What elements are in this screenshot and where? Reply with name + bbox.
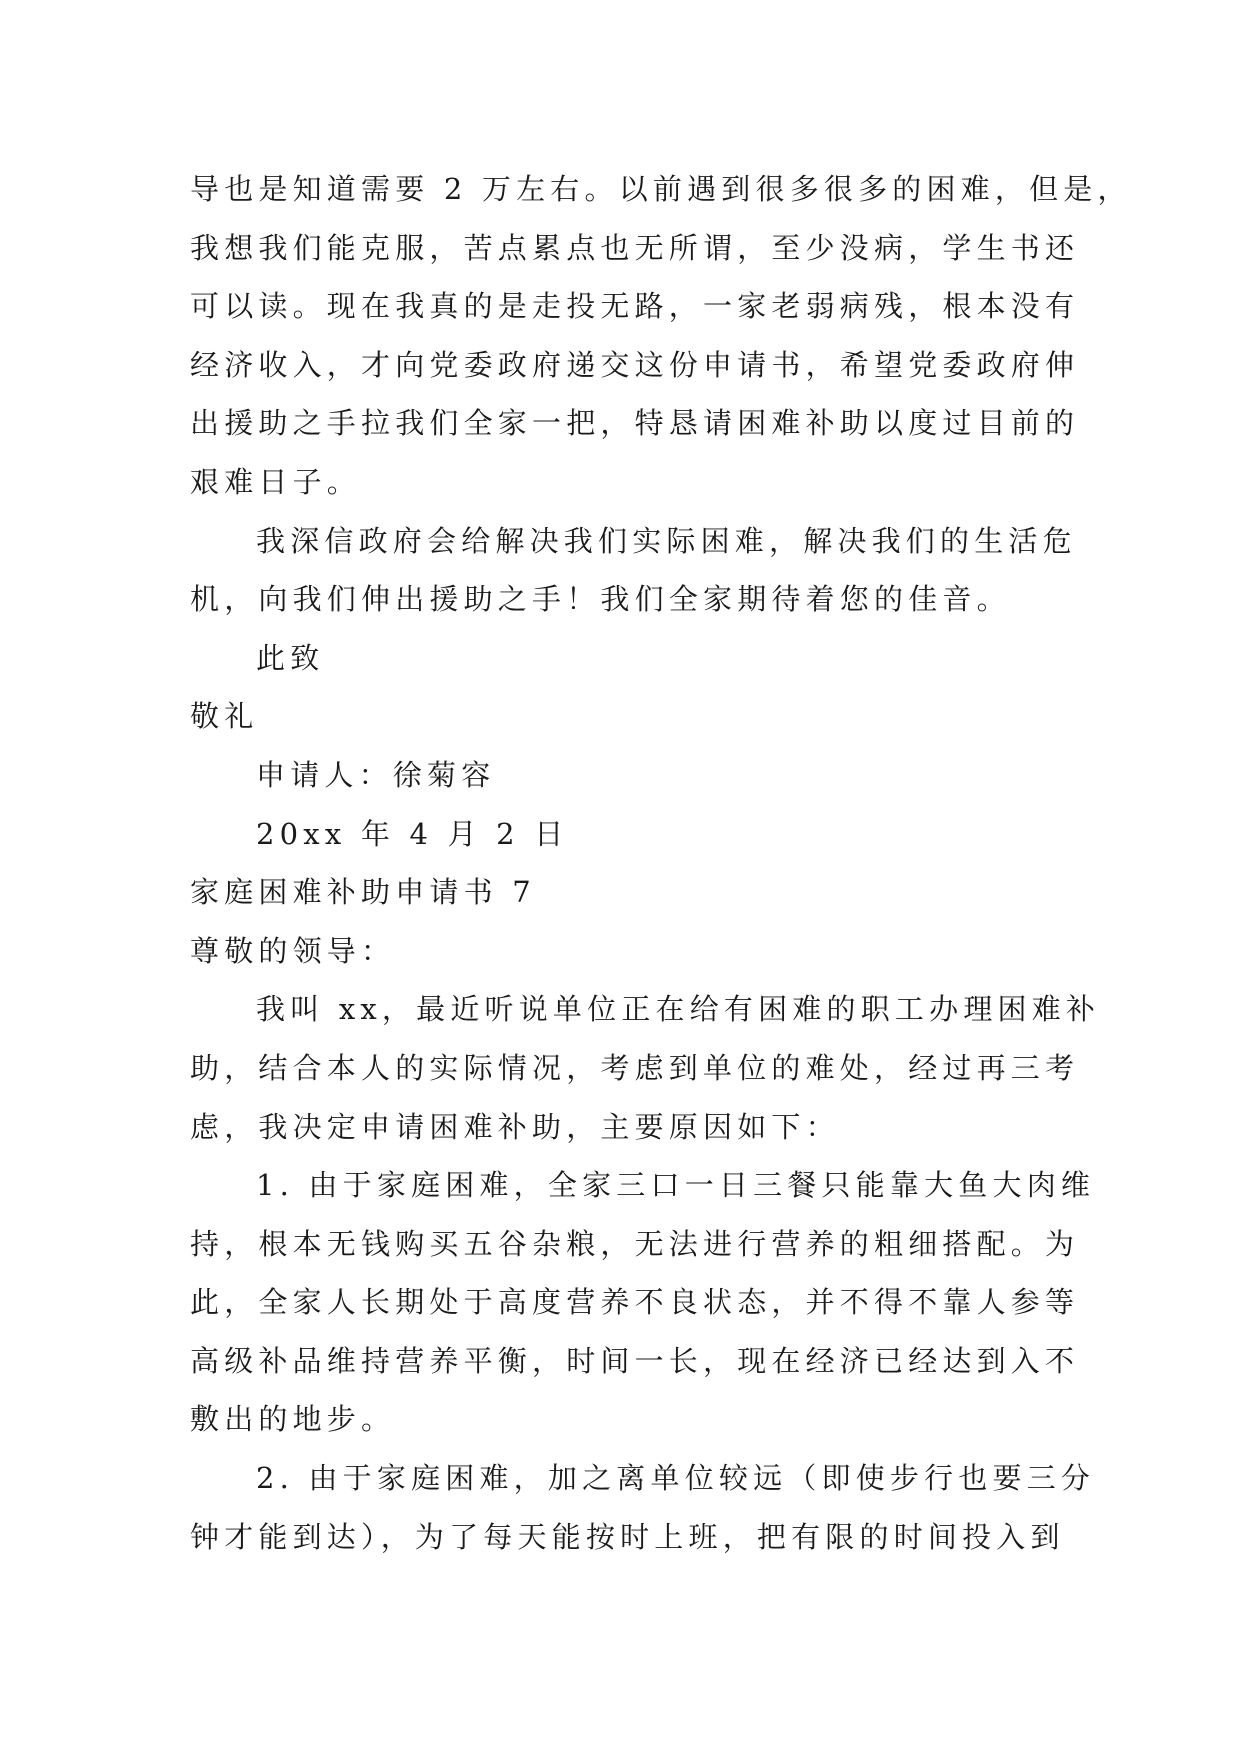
- text-line: 艰难日子。: [190, 464, 362, 499]
- text-line: 助，结合本人的实际情况，考虑到单位的难处，经过再三考: [190, 1050, 1080, 1085]
- greeting: 尊敬的领导：: [190, 933, 396, 968]
- text-line: 可以读。现在我真的是走投无路，一家老弱病残，根本没有: [190, 289, 1080, 324]
- letter-date: 20xx 年 4 月 2 日: [256, 816, 569, 851]
- closing-regards: 敬礼: [190, 699, 259, 734]
- text-line: 我想我们能克服，苦点累点也无所谓，至少没病，学生书还: [190, 230, 1080, 265]
- list-item-start-line: 2. 由于家庭困难，加之离单位较远（即使步行也要三分: [256, 1461, 1096, 1496]
- paragraph-start-line: 我深信政府会给解决我们实际困难，解决我们的生活危: [256, 523, 1077, 558]
- text-line: 敷出的地步。: [190, 1402, 396, 1437]
- text-line: 虑，我决定申请困难补助，主要原因如下：: [190, 1109, 840, 1144]
- applicant-signature: 申请人：徐菊容: [256, 757, 496, 792]
- text-line: 持，根本无钱购买五谷杂粮，无法进行营养的粗细搭配。为: [190, 1226, 1080, 1261]
- text-line: 机，向我们伸出援助之手！我们全家期待着您的佳音。: [190, 582, 1011, 617]
- text-line: 钟才能到达），为了每天能按时上班，把有限的时间投入到: [190, 1519, 1065, 1554]
- text-line: 高级补品维持营养平衡，时间一长，现在经济已经达到入不: [190, 1343, 1080, 1378]
- document-body: [190, 160, 1132, 1566]
- text-line: 此，全家人长期处于高度营养不良状态，并不得不靠人参等: [190, 1285, 1080, 1320]
- text-line: 出援助之手拉我们全家一把，特恳请困难补助以度过目前的: [190, 406, 1080, 441]
- section-title: 家庭困难补助申请书 7: [190, 875, 536, 910]
- text-line: 导也是知道需要 2 万左右。以前遇到很多很多的困难，但是，: [190, 172, 1132, 206]
- text-line: 经济收入，才向党委政府递交这份申请书，希望党委政府伸: [190, 347, 1080, 382]
- list-item-start-line: 1. 由于家庭困难，全家三口一日三餐只能靠大鱼大肉维: [256, 1168, 1096, 1203]
- closing-salutation: 此致: [256, 640, 325, 675]
- paragraph-start-line: 我叫 xx，最近听说单位正在给有困难的职工办理困难补: [256, 992, 1101, 1027]
